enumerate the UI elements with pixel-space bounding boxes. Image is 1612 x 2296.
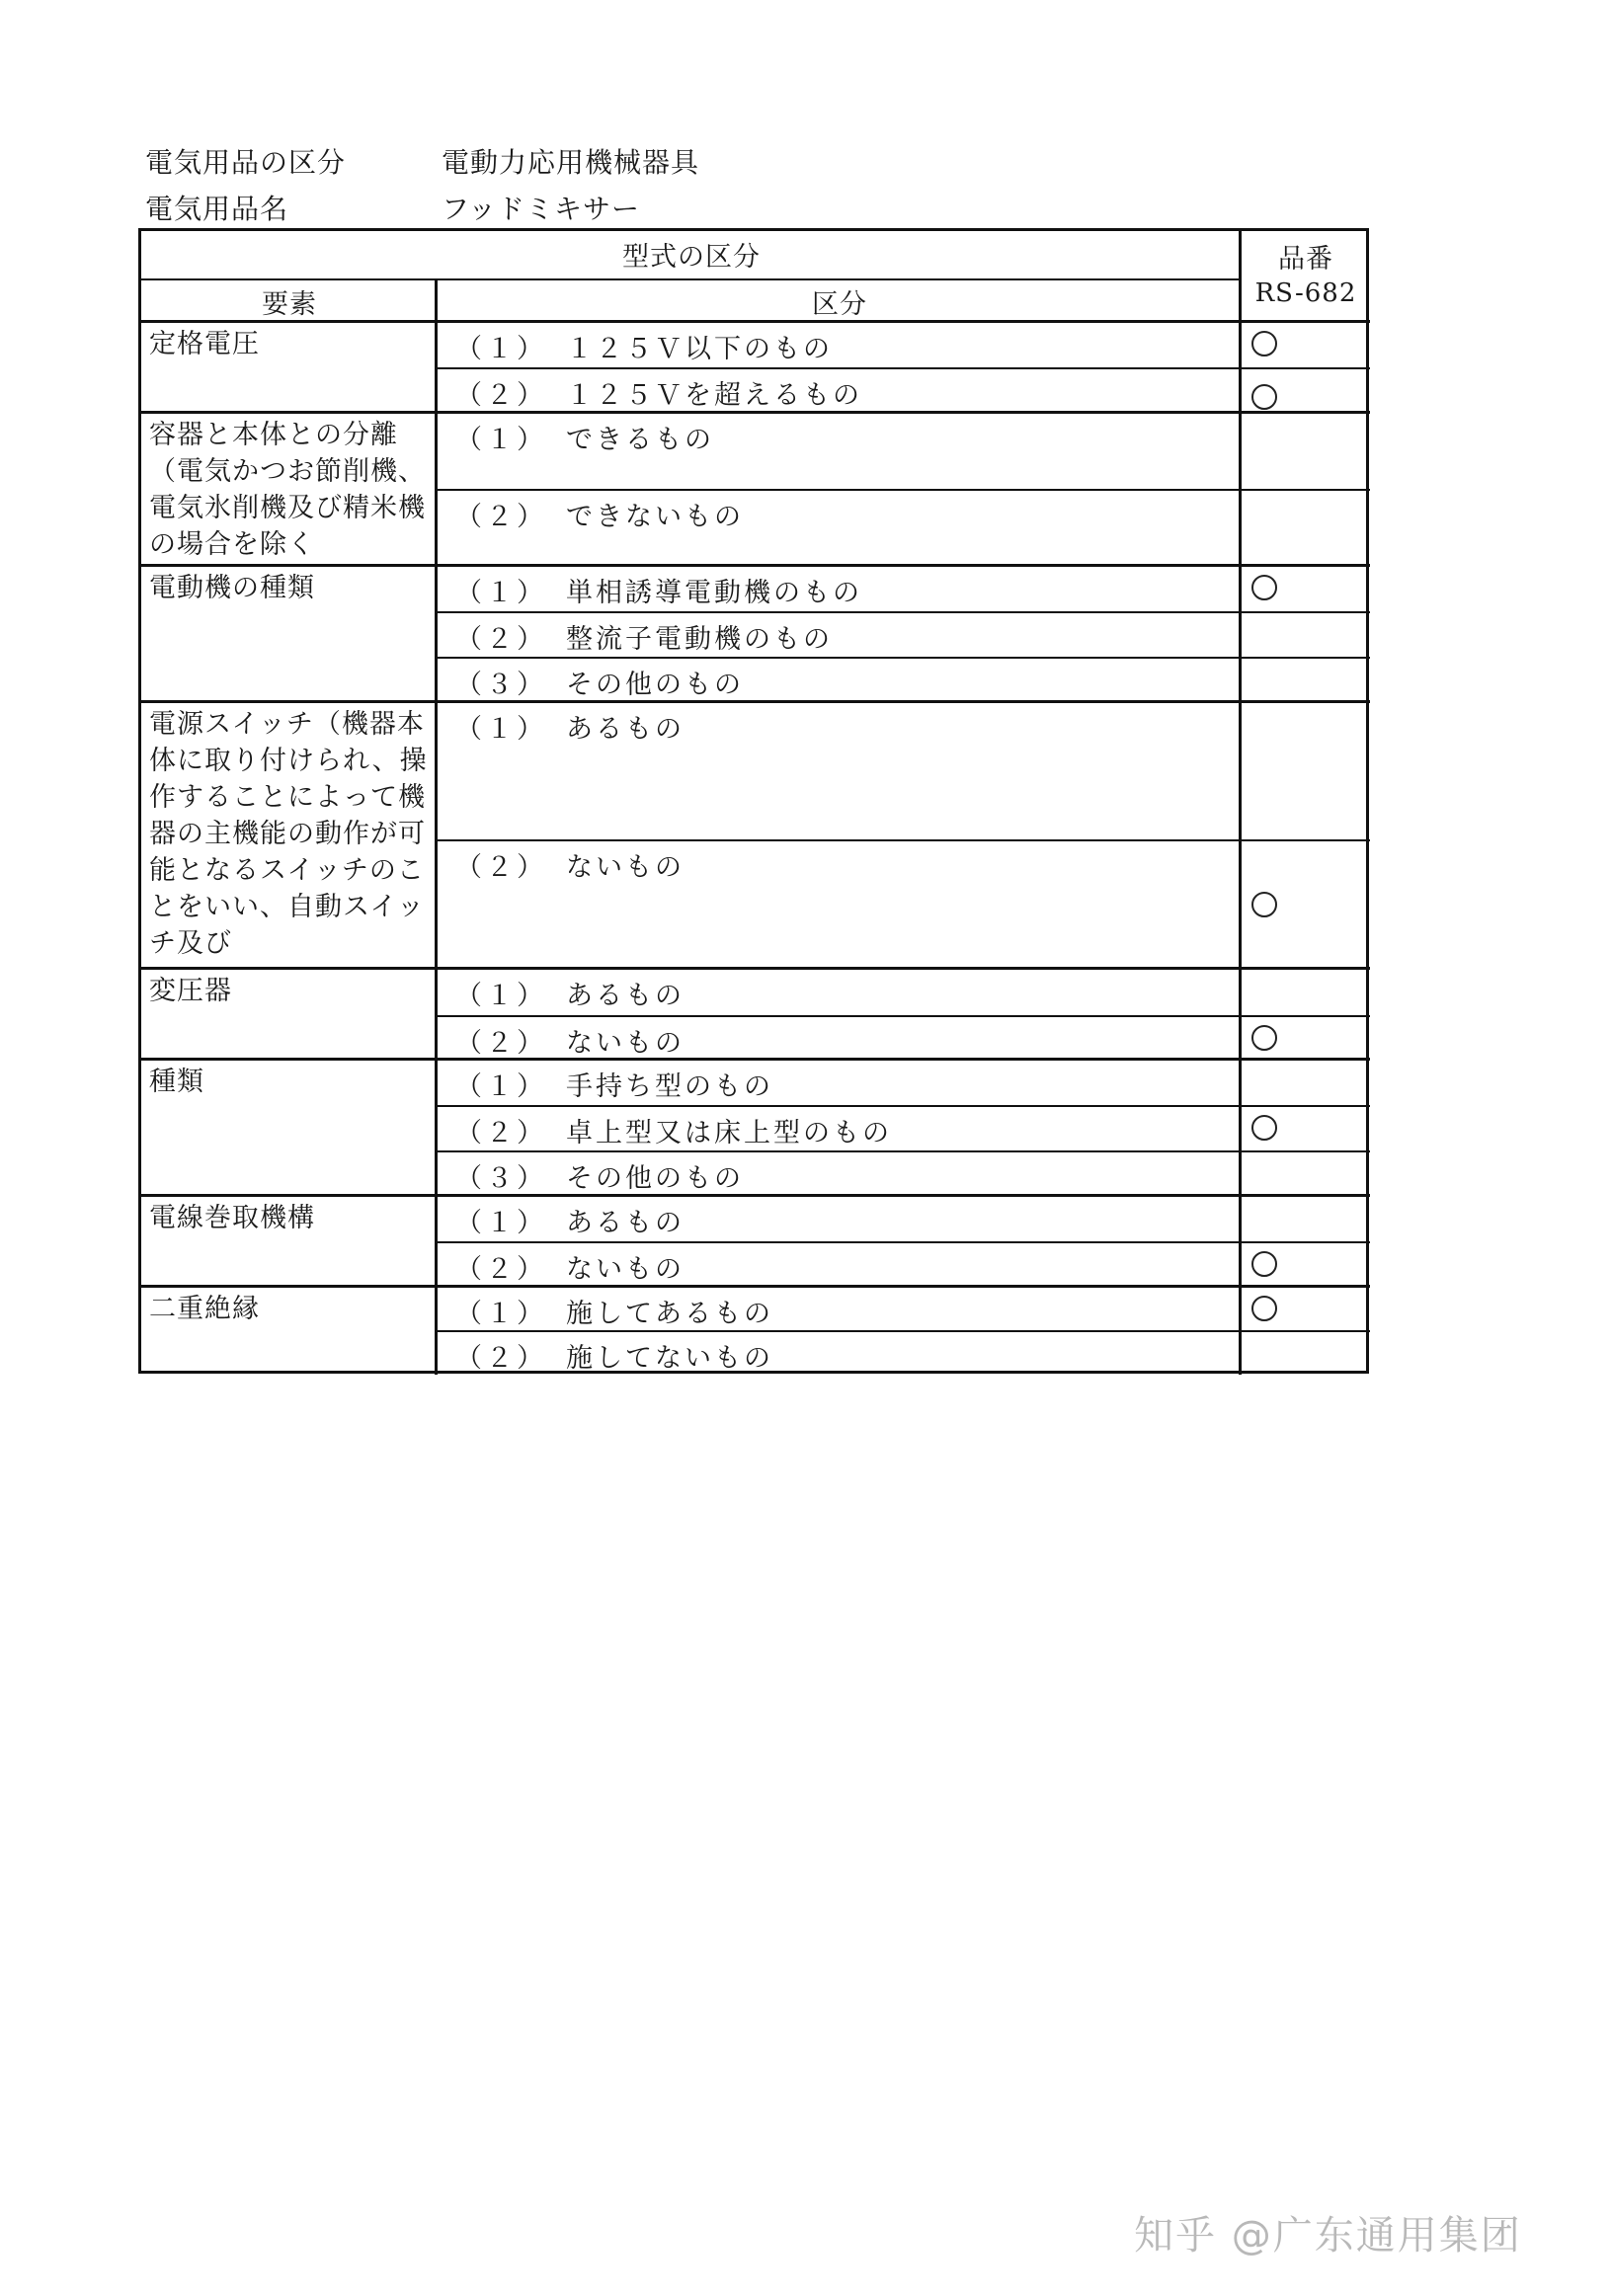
divider — [435, 1241, 1370, 1243]
option-row — [455, 617, 833, 656]
option-label: その他のもの — [566, 670, 744, 700]
divider — [435, 657, 1370, 659]
option-number: （３） — [455, 670, 547, 700]
element-label: 種類 — [149, 1067, 204, 1097]
selected-mark-icon — [1251, 331, 1277, 356]
option-label: 卓上型又は床上型のもの — [566, 1118, 892, 1148]
option-row — [455, 707, 685, 746]
option-label: できるもの — [566, 425, 714, 455]
divider — [141, 1194, 1370, 1197]
element-label: 電線巻取機構 — [149, 1203, 315, 1233]
col-item-number: RS-682 — [1254, 278, 1357, 308]
selected-mark-icon — [1251, 1025, 1277, 1051]
option-row — [455, 418, 714, 456]
product-value: フッドミキサー — [442, 193, 641, 225]
option-label: １２５Ｖを超えるもの — [566, 380, 862, 411]
option-label: 手持ち型のもの — [566, 1071, 773, 1102]
divider — [141, 1285, 1370, 1288]
product-label: 電気用品名 — [145, 193, 289, 225]
option-row — [455, 1021, 685, 1060]
option-number: （１） — [455, 334, 547, 364]
divider — [141, 564, 1370, 567]
selected-mark-icon — [1251, 575, 1277, 600]
option-number: （１） — [455, 714, 547, 745]
option-label: 単相誘導電動機のもの — [566, 578, 862, 608]
option-number: （１） — [455, 1071, 547, 1102]
option-row — [455, 1201, 685, 1239]
category-value: 電動力応用機械器具 — [442, 146, 700, 179]
divider — [435, 1150, 1370, 1152]
option-number: （２） — [455, 1028, 547, 1059]
option-number: （１） — [455, 1299, 547, 1329]
option-label: 施してあるもの — [566, 1299, 773, 1329]
element-label: 電動機の種類 — [149, 573, 315, 603]
option-label: あるもの — [566, 714, 685, 745]
divider — [141, 700, 1370, 703]
option-row — [455, 495, 744, 533]
divider — [141, 1058, 1370, 1061]
option-row — [455, 373, 862, 412]
divider — [435, 839, 1370, 841]
option-number: （２） — [455, 852, 547, 883]
divider — [435, 1105, 1370, 1107]
option-number: （２） — [455, 1254, 547, 1285]
option-label: あるもの — [566, 1208, 685, 1238]
type-classification-table — [138, 228, 1369, 1374]
option-number: （２） — [455, 1343, 547, 1374]
option-row — [455, 327, 833, 365]
option-row — [455, 974, 685, 1012]
option-row — [455, 663, 744, 701]
option-label: あるもの — [566, 981, 685, 1011]
option-label: 施してないもの — [566, 1343, 773, 1374]
option-row — [455, 1065, 773, 1103]
option-number: （２） — [455, 380, 547, 411]
option-number: （１） — [455, 981, 547, 1011]
selected-mark-icon — [1251, 1296, 1277, 1321]
option-label: その他のもの — [566, 1163, 744, 1194]
watermark: 知乎 @广东通用集团 — [1134, 2213, 1522, 2258]
option-number: （１） — [455, 1208, 547, 1238]
element-label: 定格電圧 — [149, 329, 260, 359]
divider — [435, 611, 1370, 613]
col-division-header: 区分 — [812, 289, 867, 320]
selected-mark-icon — [1251, 1115, 1277, 1141]
col-element-header: 要素 — [262, 289, 317, 320]
table-header-title: 型式の区分 — [622, 242, 761, 273]
option-number: （２） — [455, 1118, 547, 1148]
category-label: 電気用品の区分 — [145, 146, 347, 179]
divider — [141, 411, 1370, 414]
option-row — [455, 1156, 744, 1195]
option-number: （２） — [455, 502, 547, 532]
option-label: ないもの — [566, 852, 685, 883]
divider — [141, 967, 1370, 970]
selected-mark-icon — [1251, 892, 1277, 917]
divider — [435, 489, 1370, 491]
element-label: 二重絶縁 — [149, 1294, 260, 1324]
option-number: （１） — [455, 578, 547, 608]
option-label: 整流子電動機のもの — [566, 624, 833, 655]
divider — [1239, 231, 1242, 1375]
option-row — [455, 571, 862, 609]
option-row — [455, 1292, 773, 1330]
option-label: ないもの — [566, 1028, 685, 1059]
divider — [141, 320, 1370, 323]
option-label: できないもの — [566, 502, 744, 532]
option-label: １２５Ｖ以下のもの — [566, 334, 833, 364]
option-number: （１） — [455, 425, 547, 455]
element-label: 変圧器 — [149, 976, 232, 1006]
option-row — [455, 1336, 773, 1375]
option-number: （２） — [455, 624, 547, 655]
element-label: 電源スイッチ（機器本体に取り付けられ、操作することによって機器の主機能の動作が可能となるスイッチのことをいい、自動スイッチ及び — [149, 709, 428, 959]
divider — [435, 1015, 1370, 1017]
option-label: ないもの — [566, 1254, 685, 1285]
option-number: （３） — [455, 1163, 547, 1194]
selected-mark-icon — [1251, 384, 1277, 410]
col-item-label: 品番 — [1278, 244, 1333, 275]
option-row — [455, 1247, 685, 1286]
selected-mark-icon — [1251, 1251, 1277, 1277]
divider — [435, 367, 1370, 369]
divider — [141, 278, 1242, 280]
divider — [435, 1330, 1370, 1332]
option-row — [455, 1111, 892, 1149]
element-label: 容器と本体との分離（電気かつお節削機、電気氷削機及び精米機の場合を除く — [149, 420, 426, 560]
option-row — [455, 845, 685, 884]
